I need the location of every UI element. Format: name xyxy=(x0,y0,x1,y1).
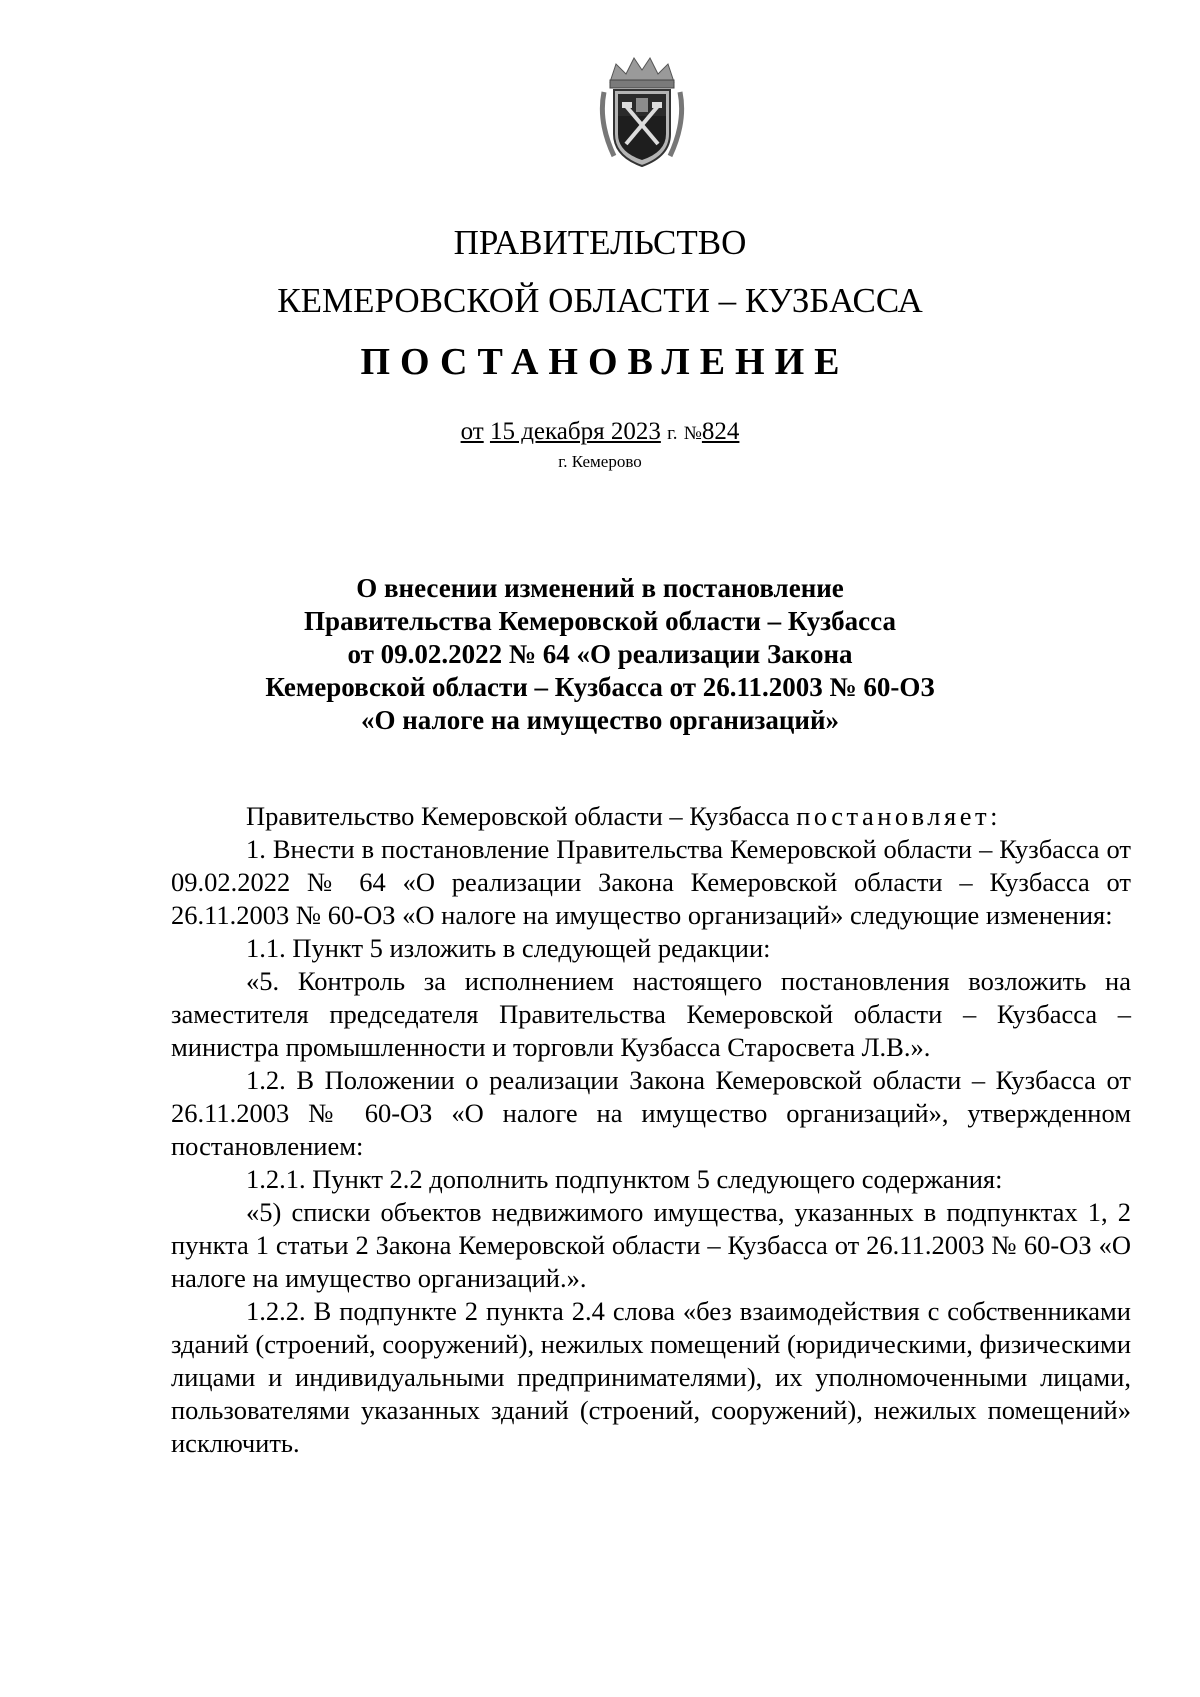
document-body xyxy=(171,800,1131,1460)
number-sign: № xyxy=(683,423,702,444)
document-number: 824 xyxy=(701,418,740,445)
document-city: г. Кемерово xyxy=(558,452,642,471)
title-line: Правительства Кемеровской области – Кузбасса xyxy=(304,606,896,636)
intro-paragraph xyxy=(171,800,1131,833)
body-paragraph: 1.1. Пункт 5 изложить в следующей редакции: xyxy=(246,933,771,963)
government-name-line1: ПРАВИТЕЛЬСТВО xyxy=(453,223,747,262)
coat-of-arms-icon xyxy=(596,52,688,170)
intro-end: : xyxy=(990,801,998,831)
document-title xyxy=(0,572,1200,737)
title-line: от 09.02.2022 № 64 «О реализации Закона xyxy=(347,639,853,669)
body-paragraph: «5. Контроль за исполнением настоящего постановления возложить на заместителя председателя Правительства Кемеровской области – Кузбасса – министра промышленности и торговли Кузбасса Старосвета Л.В.». xyxy=(171,966,1131,1062)
government-name xyxy=(0,214,1200,330)
body-paragraph: 1. Внести в постановление Правительства Кемеровской области – Кузбасса от 09.02.2022 № 64 «О реализации Закона Кемеровской области – Кузбасса от 26.11.2003 № 60-ОЗ «О налоге на имущество организаций» следующие изменения: xyxy=(171,834,1131,930)
date-prefix: от xyxy=(460,418,484,445)
intro-text: Правительство Кемеровской области – Кузбасса xyxy=(246,801,790,831)
document-date: 15 декабря 2023 xyxy=(489,418,661,445)
body-paragraph: 1.2.1. Пункт 2.2 дополнить подпунктом 5 следующего содержания: xyxy=(246,1164,1003,1194)
government-name-line2: КЕМЕРОВСКОЙ ОБЛАСТИ – КУЗБАССА xyxy=(277,281,923,320)
title-line: О внесении изменений в постановление xyxy=(356,573,844,603)
body-paragraph: 1.2.2. В подпункте 2 пункта 2.4 слова «без взаимодействия с собственниками зданий (строений, сооружений), нежилых помещений (юридическими, физическими лицами и индивидуальными предпринимателями), их уполномоченными лицами, пользователями указанных зданий (строений, сооружений), нежилых помещений» исключить. xyxy=(171,1296,1131,1458)
intro-verb: постановляет xyxy=(796,801,991,831)
year-suffix: г. xyxy=(667,423,678,444)
date-line xyxy=(0,418,1200,446)
title-line: Кемеровской области – Кузбасса от 26.11.2003 № 60-ОЗ xyxy=(265,672,935,702)
body-paragraph: «5) списки объектов недвижимого имущества, указанных в подпунктах 1, 2 пункта 1 статьи 2 Закона Кемеровской области – Кузбасса от 26.11.2003 № 60-ОЗ «О налоге на имущество организаций.». xyxy=(171,1197,1131,1293)
title-line: «О налоге на имущество организаций» xyxy=(361,705,839,735)
body-paragraph: 1.2. В Положении о реализации Закона Кемеровской области – Кузбасса от 26.11.2003 № 60-ОЗ «О налоге на имущество организаций», утвержденном постановлением: xyxy=(171,1065,1131,1161)
document-type: ПОСТАНОВЛЕНИЕ xyxy=(360,341,850,383)
